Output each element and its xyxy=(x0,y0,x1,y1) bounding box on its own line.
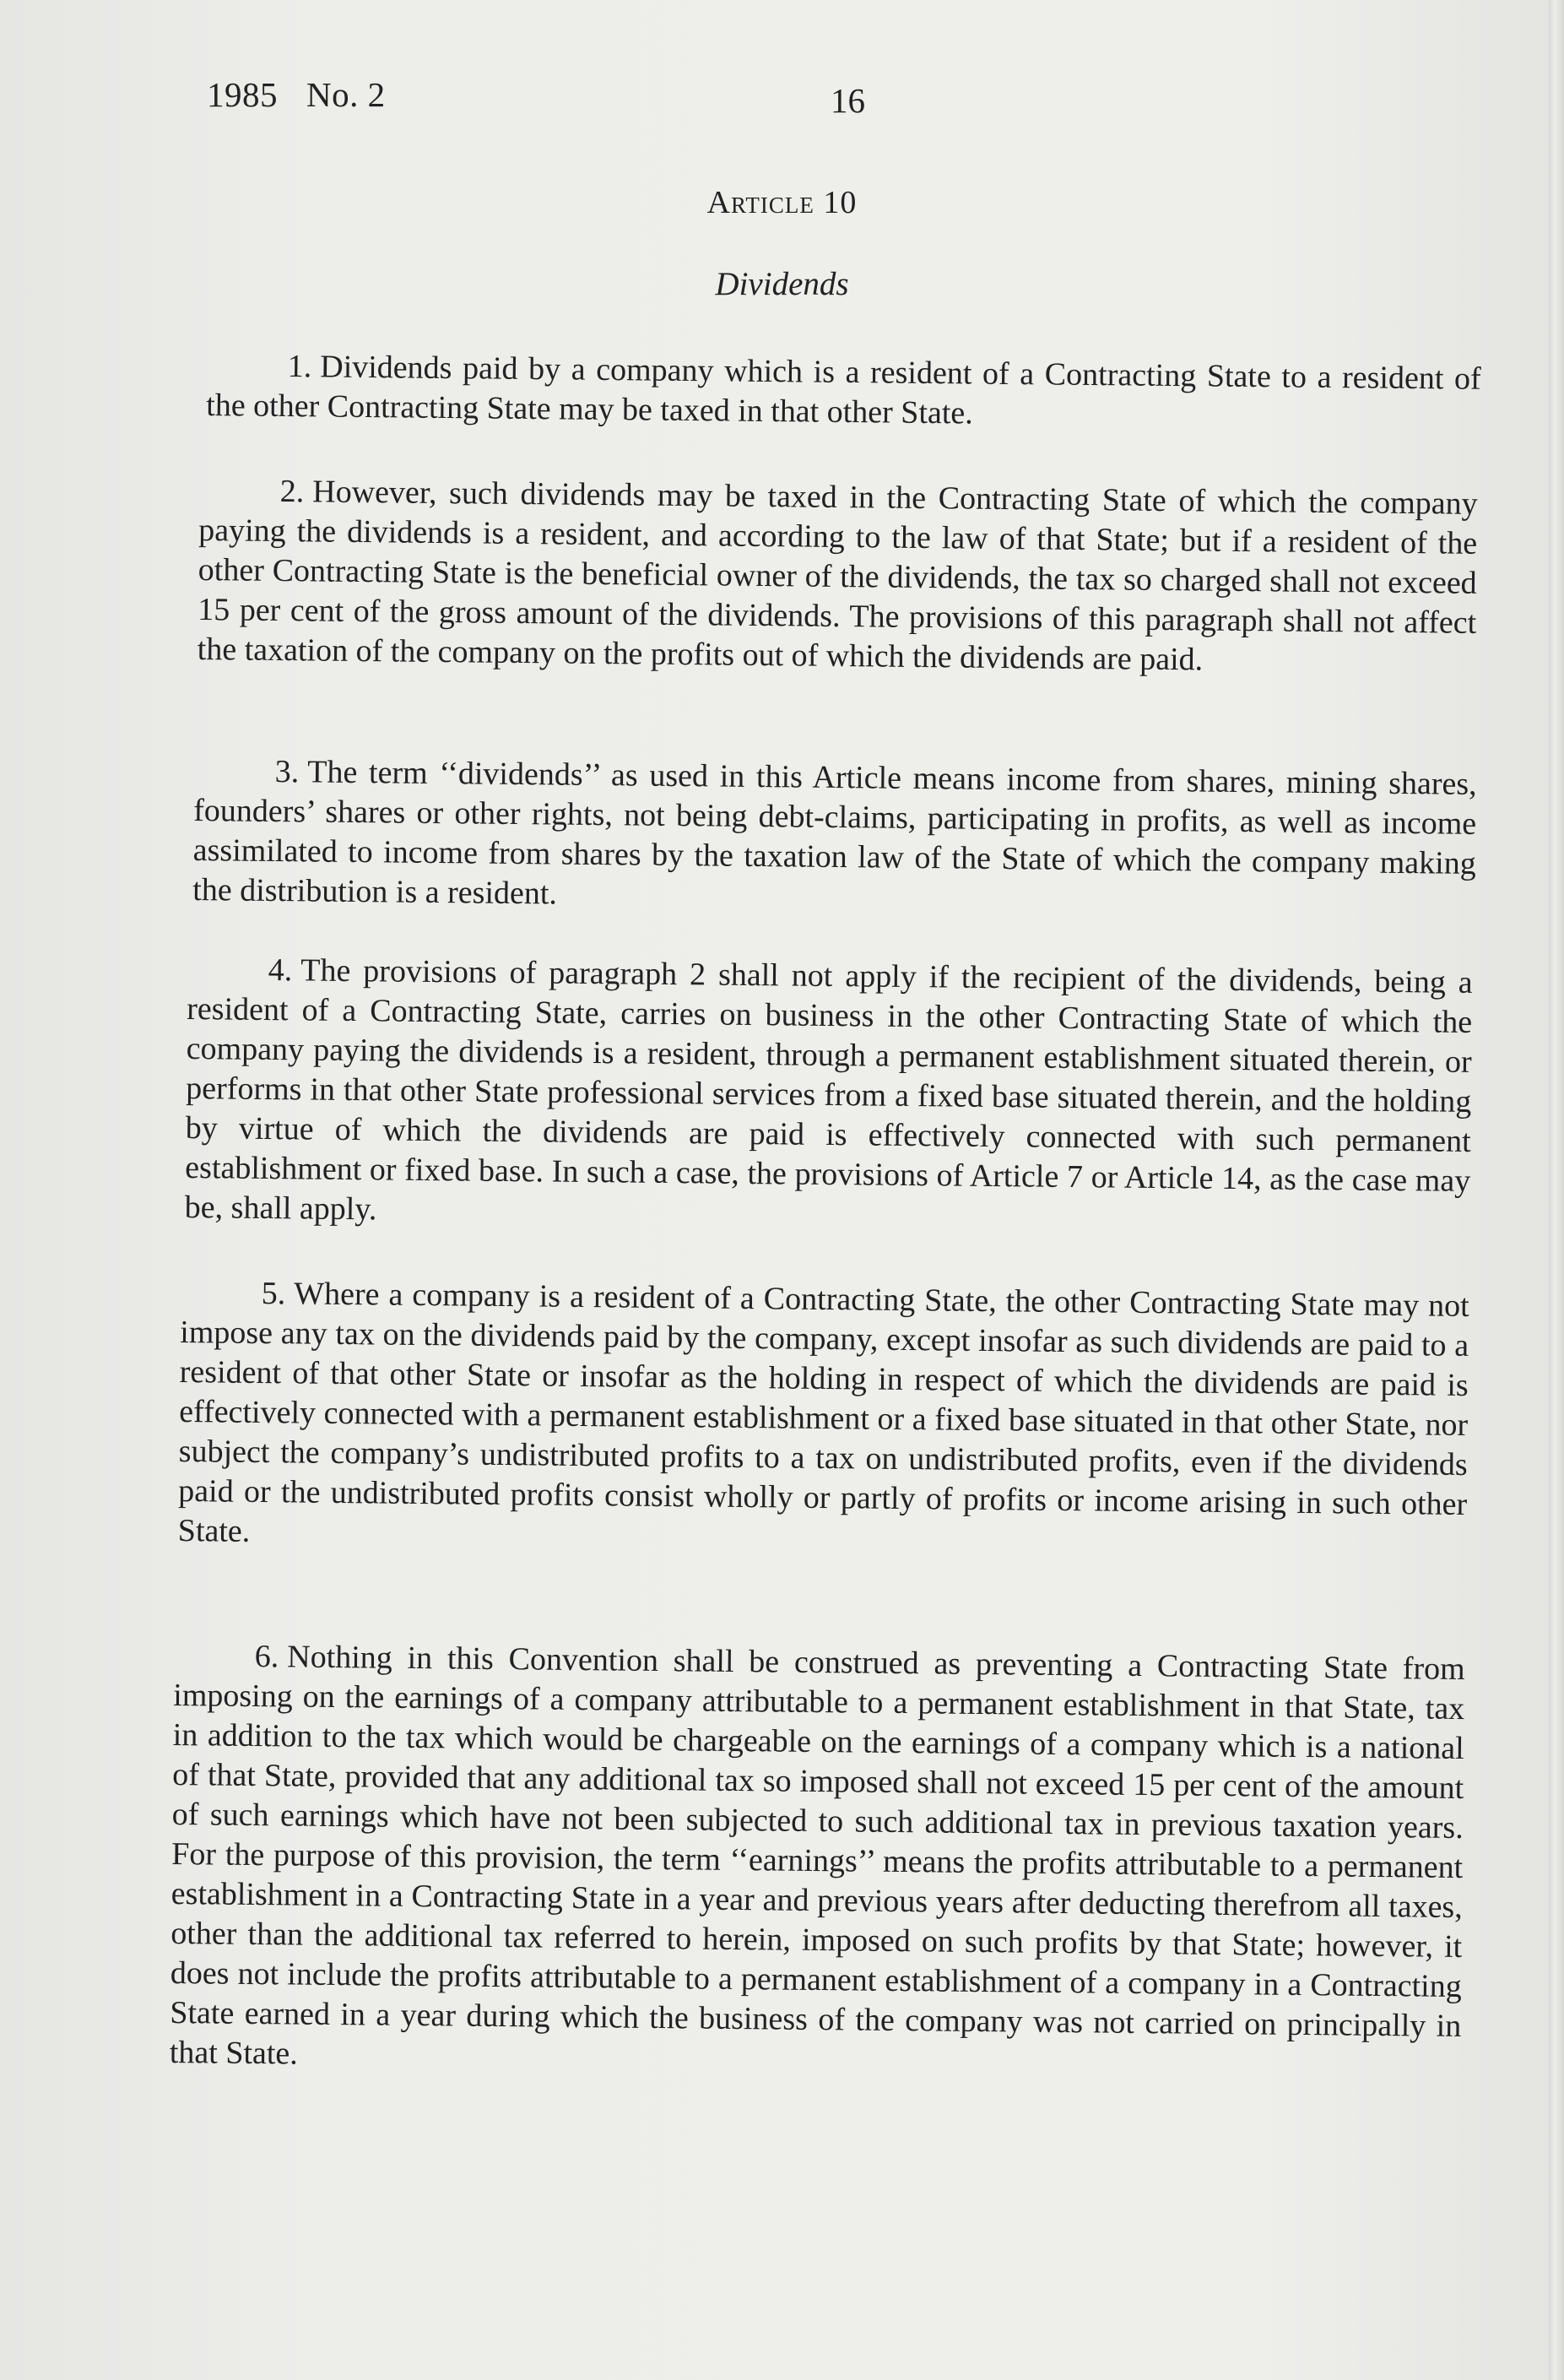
header-year: 1985 xyxy=(207,75,278,114)
paragraph-number: 4. xyxy=(268,952,293,989)
paragraph-number: 2. xyxy=(279,474,305,510)
header-issue-number: No. 2 xyxy=(306,75,386,114)
paragraph-text: The provisions of paragraph 2 shall not apply if the recipient of the dividends, being a resident of a Contracting State, carries on business in the other Contracting State of which the company paying the dividends is a resident, through a permanent establishment situated therein, or performs in that other State professional services from a fixed base situated therein, and the holding by virtue of which the dividends are paid is effectively connected with such permanent establishment or fixed base. In such a case, the provisions of Article 7 or Article 14, as the case may be, shall apply. xyxy=(184,952,1473,1228)
paragraph-3 xyxy=(192,751,1477,924)
paragraph-6 xyxy=(170,1636,1465,2086)
page-edge xyxy=(1549,0,1564,2380)
running-header xyxy=(207,74,386,115)
paragraph-text: Where a company is a resident of a Contracting State, the other Contracting State may not impose any tax on the dividends paid by the company, except insofar as such dividends are paid to a resident of that other State or insofar as the holding in respect of which the dividends are paid is effectively connected with a permanent establishment or a fixed base situated in that other State, nor subject the company’s undistributed profits to a tax on undistributed profits, even if the dividends paid or the undistributed profits consist wholly or partly of profits or income arising in such other State. xyxy=(177,1276,1469,1549)
paragraph-5 xyxy=(178,1273,1469,1564)
paragraph-text: However, such dividends may be taxed in the Contracting State of which the company paying the dividends is a resident, and according to the law of that State; but if a resident of the other Contracting State is the beneficial owner of the dividends, the tax so charged shall not exceed 15 per cent of the gross amount of the dividends. The provisions of this paragraph shall not affect the taxation of the company on the profits out of which the dividends are paid. xyxy=(197,474,1478,678)
paragraph-number: 5. xyxy=(261,1276,286,1312)
paragraph-number: 1. xyxy=(287,349,312,385)
article-subtitle: Dividends xyxy=(715,266,849,302)
page-number: 16 xyxy=(831,81,865,120)
paragraph-1 xyxy=(206,346,1481,439)
paragraph-2 xyxy=(198,471,1478,683)
paragraph-text: Nothing in this Convention shall be construed as preventing a Contracting State from imposing on the earnings of a company attributable to a permanent establishment in that State, tax in addition to the tax which would be chargeable on the earnings of a company which is a national of that State, provided that any additional tax so imposed shall not exceed 15 per cent of the amount of such earnings which have not been subjected to such additional tax in previous taxation years. For the purpose of this provision, the term ‘‘earnings’’ means the profits attributable to a permanent establishment in a Contracting State in a year and previous years after deducting therefrom all taxes, other than the additional tax referred to herein, imposed on such profits by that State; however, it does not include the profits attributable to a permanent establishment of a company in a Contracting State earned in a year during which the business of the company was not carried on principally in that State. xyxy=(169,1639,1465,2072)
paragraph-number: 6. xyxy=(254,1639,279,1675)
paragraph-number: 3. xyxy=(274,754,300,790)
paragraph-text: The term ‘‘dividends’’ as used in this Article means income from shares, mining shares, founders’ shares or other rights, not being debt-claims, participating in profits, as well as income assimilated to income from shares by the taxation law of the State of which the company making the distribution is a resident. xyxy=(192,754,1477,912)
paragraph-text: Dividends paid by a company which is a resident of a Contracting State to a resident of the other Contracting State may be taxed in that other State. xyxy=(206,349,1481,431)
paragraph-4 xyxy=(185,950,1473,1241)
article-title: Article 10 xyxy=(706,185,858,220)
